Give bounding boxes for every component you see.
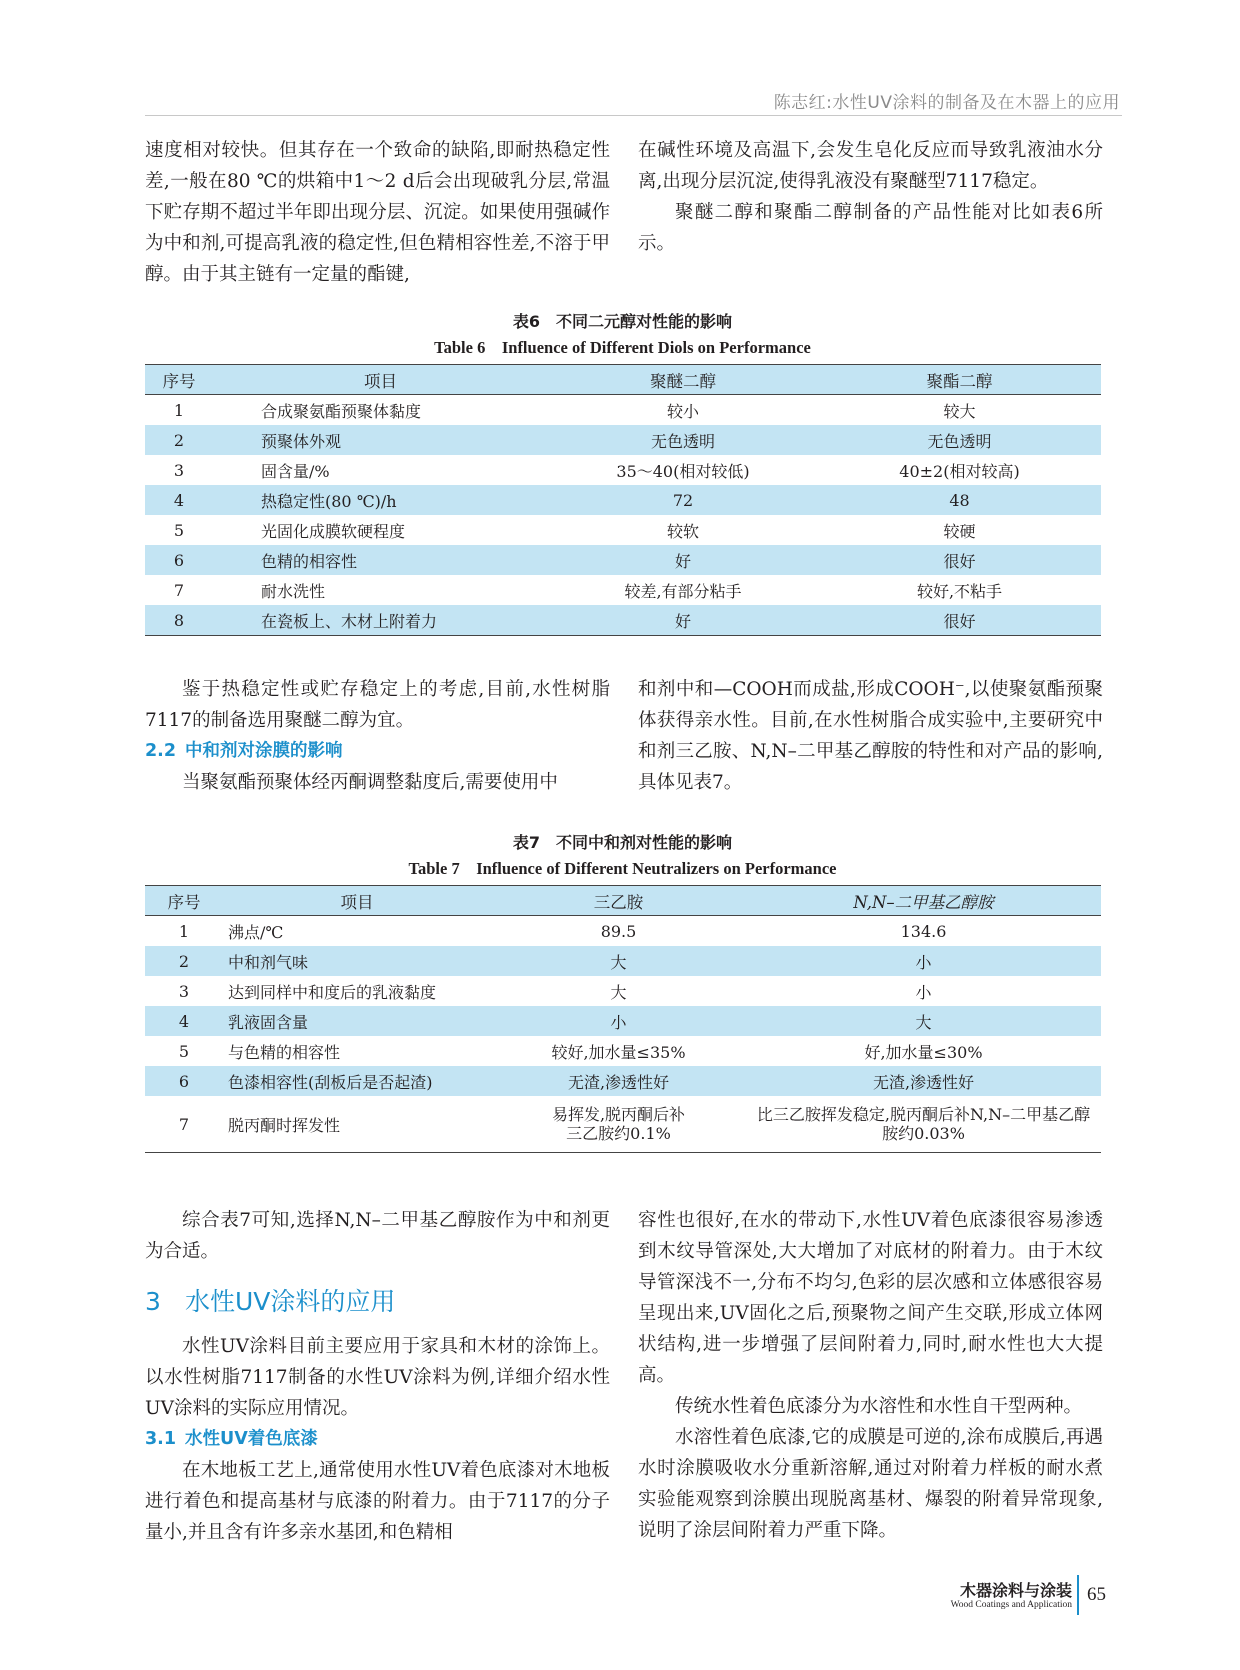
table-cell: 固含量/%	[261, 461, 330, 481]
table-cell: 4	[145, 485, 213, 515]
table-cell: 热稳定性(80 ℃)/h	[213, 485, 548, 515]
bottom-right-column	[638, 1205, 1103, 1546]
section-heading-3	[145, 1281, 610, 1323]
table7-caption-cn: 表7 不同中和剂对性能的影响	[512, 833, 733, 852]
table-cell: 89.5	[600, 921, 637, 941]
table-cell: 耐水洗性	[261, 581, 326, 601]
paragraph: 传统水性着色底漆分为水溶性和水性自干型两种。	[675, 1396, 1083, 1417]
table-cell: 72	[548, 485, 818, 515]
table-cell: 好	[548, 545, 818, 575]
table-cell: 色精的相容性	[213, 545, 548, 575]
table6-caption-en: Table 6 Influence of Different Diols on Performance	[434, 338, 811, 357]
table-cell: 5	[178, 1041, 190, 1061]
running-head: 陈志红:水性UV涂料的制备及在木器上的应用	[773, 93, 1120, 113]
table-cell: 合成聚氨酯预聚体黏度	[261, 401, 422, 421]
table-cell: 6	[145, 1066, 223, 1096]
column-header: 序号	[145, 886, 223, 916]
table-cell: 达到同样中和度后的乳液黏度	[228, 982, 437, 1002]
paragraph: 鉴于热稳定性或贮存稳定上的考虑,目前,水性树脂7117的制备选用聚醚二醇为宜。	[145, 679, 610, 731]
table-row	[145, 946, 1101, 976]
table6-caption-cn: 表6 不同二元醇对性能的影响	[512, 312, 733, 331]
column-header: 聚醚二醇	[548, 365, 818, 395]
table-cell: 较差,有部分粘手	[624, 581, 742, 601]
table-cell: 脱丙酮时挥发性	[228, 1115, 341, 1135]
table-row	[145, 455, 1101, 485]
table7-caption	[145, 830, 1100, 882]
table-cell: 小	[746, 946, 1101, 976]
table-header-row	[145, 365, 1101, 395]
paragraph: 和剂中和—COOH而成盐,形成COOH⁻,以使聚氨酯预聚体获得亲水性。目前,在水性树脂合成实验中,主要研究中和剂三乙胺、N,N–二甲基乙醇胺的特性和对产品的影响,具体见表7。	[638, 679, 1103, 793]
table-row	[145, 916, 1101, 947]
column-header: 项目	[223, 886, 491, 916]
table-cell: 较好,加水量≤35%	[551, 1042, 686, 1062]
table-row	[145, 1066, 1101, 1096]
paragraph: 水溶性着色底漆,它的成膜是可逆的,涂布成膜后,再遇水时涂膜吸收水分重新溶解,通过对附着力样板的耐水煮实验能观察到涂膜出现脱离基材、爆裂的附着异常现象,说明了涂层间附着力严重下降。	[638, 1427, 1103, 1541]
page-number: 65	[1087, 1584, 1106, 1605]
paragraph: 水性UV涂料目前主要应用于家具和木材的涂饰上。以水性树脂7117制备的水性UV涂料为例,详细介绍水性UV涂料的实际应用情况。	[145, 1336, 610, 1419]
table-cell: 较好,不粘手	[916, 581, 1003, 601]
table-cell: 小	[491, 1006, 746, 1036]
table-cell: 很好	[818, 605, 1101, 636]
table-cell: 48	[818, 485, 1101, 515]
table-cell: 大	[491, 946, 746, 976]
table-cell: 大	[746, 1006, 1101, 1036]
table-cell: 好,加水量≤30%	[864, 1042, 983, 1062]
table-cell: 1	[178, 921, 190, 941]
section-number: 3.1	[145, 1429, 177, 1449]
table7	[145, 885, 1101, 1153]
table-cell: 134.6	[900, 921, 947, 941]
mid-right-column	[638, 674, 1103, 798]
table-cell: 2	[145, 425, 213, 455]
table-cell: 2	[145, 946, 223, 976]
table-row	[145, 395, 1101, 426]
table-header-row	[145, 886, 1101, 916]
column-header: N,N–二甲基乙醇胺	[746, 886, 1101, 916]
journal-name-en: Wood Coatings and Application	[950, 1600, 1072, 1610]
table-cell: 8	[145, 605, 213, 636]
table-row	[145, 605, 1101, 636]
table-cell: 6	[145, 545, 213, 575]
table-cell: 3	[173, 460, 185, 480]
table-row	[145, 515, 1101, 545]
section-heading-3-1	[145, 1424, 610, 1455]
paragraph: 容性也很好,在水的带动下,水性UV着色底漆很容易渗透到木纹导管深处,大大增加了对底材的附着力。由于木纹导管深浅不一,分布不均匀,色彩的层次感和立体感很容易呈现出来,UV固化之后,预聚物之间产生交联,形成立体网状结构,进一步增强了层间附着力,同时,耐水性也大大提高。	[638, 1210, 1103, 1386]
table-cell: 较大	[943, 401, 976, 421]
table-cell: 无色透明	[818, 425, 1101, 455]
table-row	[145, 485, 1101, 515]
column-header: 聚酯二醇	[818, 365, 1101, 395]
table-cell: 无色透明	[548, 425, 818, 455]
table-cell: 7	[173, 580, 185, 600]
table-cell: 40±2(相对较高)	[899, 461, 1020, 481]
section-number: 2.2	[145, 741, 177, 761]
top-right-column	[638, 135, 1103, 259]
bottom-left-column	[145, 1205, 610, 1548]
footer-divider	[1077, 1575, 1079, 1615]
table-cell: 大	[610, 982, 627, 1002]
table-cell: 无渣,渗透性好	[746, 1066, 1101, 1096]
table-cell: 沸点/℃	[228, 922, 284, 942]
table6	[145, 364, 1101, 636]
section-number: 3	[145, 1287, 161, 1316]
table-cell: 很好	[818, 545, 1101, 575]
table-cell: 较硬	[943, 521, 976, 541]
table-cell: 较软	[666, 521, 699, 541]
table-row	[145, 575, 1101, 605]
paragraph: 综合表7可知,选择N,N–二甲基乙醇胺作为中和剂更为合适。	[145, 1210, 610, 1262]
table-row	[145, 1096, 1101, 1153]
table-cell: 易挥发,脱丙酮后补三乙胺约0.1%	[551, 1105, 686, 1143]
table-cell: 3	[178, 981, 190, 1001]
table-cell: 与色精的相容性	[228, 1042, 341, 1062]
section-heading-2-2	[145, 736, 610, 767]
section-title: 水性UV涂料的应用	[185, 1287, 396, 1316]
table-cell: 在瓷板上、木材上附着力	[213, 605, 548, 636]
section-title: 水性UV着色底漆	[185, 1429, 318, 1449]
table-cell: 好	[548, 605, 818, 636]
paragraph: 当聚氨酯预聚体经丙酮调整黏度后,需要使用中	[182, 772, 558, 793]
top-left-column	[145, 135, 610, 290]
paragraph: 速度相对较快。但其存在一个致命的缺陷,即耐热稳定性差,一般在80 ℃的烘箱中1～2 d后会出现破乳分层,常温下贮存期不超过半年即出现分层、沉淀。如果使用强碱作为中和剂,可提高乳液的稳定性,但色精相容性差,不溶于甲醇。由于其主链有一定量的酯键,	[145, 140, 610, 285]
paragraph: 在木地板工艺上,通常使用水性UV着色底漆对木地板进行着色和提高基材与底漆的附着力。由于7117的分子量小,并且含有许多亲水基团,和色精相	[145, 1460, 610, 1543]
table-cell: 5	[173, 520, 185, 540]
table-cell: 比三乙胺挥发稳定,脱丙酮后补N,N–二甲基乙醇胺约0.03%	[756, 1105, 1091, 1143]
column-header: 序号	[145, 365, 213, 395]
header-rule	[145, 115, 1122, 116]
table-cell: 无渣,渗透性好	[491, 1066, 746, 1096]
section-title: 中和剂对涂膜的影响	[185, 741, 343, 761]
mid-left-column	[145, 674, 610, 798]
table-cell: 4	[145, 1006, 223, 1036]
table-row	[145, 1006, 1101, 1036]
table-cell: 较小	[666, 401, 699, 421]
column-header: 三乙胺	[491, 886, 746, 916]
table-cell: 预聚体外观	[213, 425, 548, 455]
paragraph: 聚醚二醇和聚酯二醇制备的产品性能对比如表6所示。	[638, 202, 1103, 254]
table-cell: 小	[915, 982, 932, 1002]
journal-name-cn: 木器涂料与涂装	[959, 1581, 1072, 1600]
table-cell: 35～40(相对较低)	[616, 461, 750, 481]
table-cell: 乳液固含量	[223, 1006, 491, 1036]
table-row	[145, 1036, 1101, 1066]
table-cell: 色漆相容性(刮板后是否起渣)	[223, 1066, 491, 1096]
paragraph: 在碱性环境及高温下,会发生皂化反应而导致乳液油水分离,出现分层沉淀,使得乳液没有聚醚型7117稳定。	[638, 140, 1103, 192]
column-header: 项目	[213, 365, 548, 395]
table-row	[145, 545, 1101, 575]
table-cell: 光固化成膜软硬程度	[261, 521, 406, 541]
table-row	[145, 425, 1101, 455]
table-cell: 7	[178, 1114, 190, 1134]
table-cell: 中和剂气味	[223, 946, 491, 976]
table-row	[145, 976, 1101, 1006]
table6-caption	[145, 309, 1100, 361]
table-cell: 1	[173, 400, 185, 420]
table7-caption-en: Table 7 Influence of Different Neutralizers on Performance	[408, 859, 837, 878]
